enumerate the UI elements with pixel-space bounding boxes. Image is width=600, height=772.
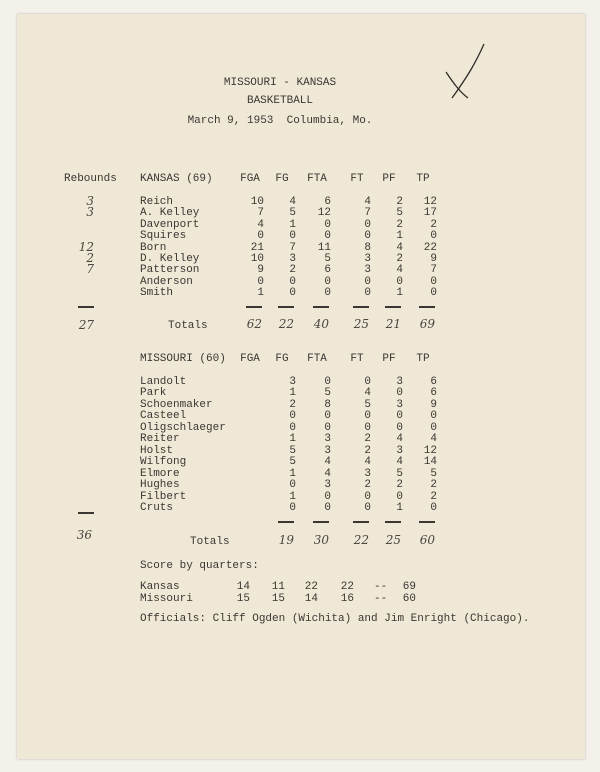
stat-tp: 6 <box>430 376 437 388</box>
player-name: Born <box>140 241 167 254</box>
quarter-score-q2: 15 <box>271 592 285 605</box>
player-name: Davenport <box>140 218 200 231</box>
stat-tp: 12 <box>423 196 437 208</box>
total-ft: 22 <box>353 533 369 547</box>
header-subtitle: BASKETBALL <box>246 95 313 107</box>
stat-pf: 3 <box>396 444 403 457</box>
stat-pf: 4 <box>396 264 403 277</box>
stat-tp: 0 <box>430 230 437 243</box>
stat-fta: 3 <box>324 479 331 492</box>
stat-fg: 0 <box>289 410 296 423</box>
totals-label: Totals <box>168 320 208 332</box>
stat-fta: 3 <box>324 433 331 446</box>
player-name: Smith <box>140 287 174 300</box>
stat-tp: 2 <box>430 490 437 503</box>
stat-tp: 2 <box>430 218 437 231</box>
stat-fta: 0 <box>324 218 331 231</box>
stat-pf: 0 <box>396 275 403 288</box>
player-name: Squires <box>140 230 187 243</box>
total-rule-fta <box>313 521 329 523</box>
stat-tp: 0 <box>430 287 437 300</box>
header-date-location: March 9, 1953 Columbia, Mo. <box>187 115 373 127</box>
column-header-pf: PF <box>382 353 396 365</box>
stat-ft: 4 <box>364 456 371 469</box>
player-name: Schoenmaker <box>140 398 213 411</box>
stat-tp: 5 <box>430 467 437 480</box>
stat-ft: 5 <box>364 398 371 411</box>
stat-ft: 0 <box>364 410 371 423</box>
stat-fg: 3 <box>289 376 296 388</box>
stat-fta: 0 <box>324 421 331 434</box>
stat-fg: 3 <box>289 253 296 265</box>
column-header-ft: FT <box>350 353 364 365</box>
stat-ft: 4 <box>364 387 371 400</box>
stat-fg: 0 <box>289 501 296 514</box>
quarter-score-q1: 14 <box>236 581 250 593</box>
rebounds-total: 36 <box>76 528 92 542</box>
stat-pf: 2 <box>396 253 403 265</box>
stat-fta: 8 <box>324 398 331 411</box>
total-rule-ft <box>353 306 369 308</box>
stat-fg: 1 <box>289 218 296 231</box>
total-rule-tp <box>419 521 435 523</box>
kansas-team-label: KANSAS (69) <box>140 173 213 185</box>
stat-pf: 4 <box>396 433 403 446</box>
column-header-tp: TP <box>416 353 430 365</box>
stat-fga: 9 <box>257 264 264 277</box>
player-name: Holst <box>140 444 174 457</box>
player-name: Hughes <box>140 479 180 492</box>
stat-ft: 0 <box>364 287 371 300</box>
total-rule-rebounds <box>78 306 94 308</box>
quarter-score-q3: 14 <box>304 592 318 605</box>
rebounds-header: Rebounds <box>64 173 117 185</box>
rebounds-value: 3 <box>86 205 94 220</box>
stat-fta: 12 <box>317 207 331 220</box>
rebounds-total: 27 <box>78 318 94 332</box>
quarter-final: 69 <box>402 581 416 593</box>
total-fta: 40 <box>313 317 329 331</box>
stat-fg: 5 <box>289 444 296 457</box>
player-name: Wilfong <box>140 456 187 469</box>
total-pf: 25 <box>385 533 401 547</box>
stat-fga: 7 <box>257 207 264 220</box>
stat-ft: 2 <box>364 433 371 446</box>
stat-pf: 0 <box>396 421 403 434</box>
stat-fg: 7 <box>289 241 296 254</box>
stat-tp: 4 <box>430 433 437 446</box>
quarter-score-q1: 15 <box>236 592 250 605</box>
stat-pf: 0 <box>396 387 403 400</box>
stat-ft: 3 <box>364 264 371 277</box>
stat-pf: 5 <box>396 207 403 220</box>
stat-ft: 2 <box>364 479 371 492</box>
total-rule-tp <box>419 306 435 308</box>
player-name: Patterson <box>140 264 200 277</box>
stat-fga: 10 <box>250 196 264 208</box>
total-rule-pf <box>385 521 401 523</box>
player-name: Casteel <box>140 410 187 423</box>
stat-tp: 0 <box>430 421 437 434</box>
stat-fta: 0 <box>324 501 331 514</box>
player-name: Anderson <box>140 275 193 288</box>
total-rule-ft <box>353 521 369 523</box>
stat-ft: 0 <box>364 501 371 514</box>
stat-fg: 0 <box>289 287 296 300</box>
stat-ft: 3 <box>364 467 371 480</box>
stat-fg: 1 <box>289 490 296 503</box>
stat-fta: 0 <box>324 490 331 503</box>
quarter-separator: -- <box>374 592 388 605</box>
stat-fg: 2 <box>289 398 296 411</box>
stat-tp: 9 <box>430 253 437 265</box>
stat-ft: 0 <box>364 490 371 503</box>
stat-fg: 4 <box>289 196 296 208</box>
quarter-score-q2: 11 <box>271 581 285 593</box>
stat-tp: 2 <box>430 479 437 492</box>
totals-label: Totals <box>190 536 230 548</box>
stat-ft: 0 <box>364 376 371 388</box>
total-ft: 25 <box>353 317 369 331</box>
stat-tp: 7 <box>430 264 437 277</box>
column-header-fta: FTA <box>307 173 327 185</box>
stat-fta: 6 <box>324 264 331 277</box>
stat-fga: 10 <box>250 253 264 265</box>
player-name: Landolt <box>140 376 187 388</box>
player-name: A. Kelley <box>140 207 200 220</box>
stat-pf: 4 <box>396 241 403 254</box>
total-fg: 19 <box>278 533 294 547</box>
column-header-fga: FGA <box>240 353 260 365</box>
stat-ft: 0 <box>364 218 371 231</box>
stat-fg: 1 <box>289 433 296 446</box>
quarter-score-q4: 22 <box>340 581 354 593</box>
column-header-fg: FG <box>275 173 289 185</box>
officials-line: Officials: Cliff Ogden (Wichita) and Jim Enright (Chicago). <box>140 613 530 625</box>
stat-fga: 0 <box>257 275 264 288</box>
total-fga: 62 <box>246 317 262 331</box>
stat-fta: 5 <box>324 253 331 265</box>
stat-ft: 0 <box>364 421 371 434</box>
rebounds-value: 2 <box>86 251 94 265</box>
stat-pf: 4 <box>396 456 403 469</box>
stat-pf: 2 <box>396 196 403 208</box>
column-header-fta: FTA <box>307 353 327 365</box>
stat-pf: 2 <box>396 479 403 492</box>
stat-fg: 0 <box>289 421 296 434</box>
player-name: Cruts <box>140 501 174 514</box>
stat-fg: 0 <box>289 275 296 288</box>
column-header-fga: FGA <box>240 173 260 185</box>
stat-ft: 0 <box>364 230 371 243</box>
total-rule-fg <box>278 306 294 308</box>
quarter-separator: -- <box>374 581 388 593</box>
stat-fta: 6 <box>324 196 331 208</box>
stat-fga: 4 <box>257 218 264 231</box>
stat-fg: 0 <box>289 479 296 492</box>
quarter-score-q4: 16 <box>340 592 354 605</box>
stat-tp: 22 <box>423 241 437 254</box>
total-tp: 69 <box>419 317 435 331</box>
stat-ft: 0 <box>364 275 371 288</box>
stat-ft: 4 <box>364 196 371 208</box>
column-header-fg: FG <box>275 353 289 365</box>
column-header-ft: FT <box>350 173 364 185</box>
total-fta: 30 <box>313 533 329 547</box>
rebounds-value: 7 <box>86 262 94 277</box>
stat-fga: 21 <box>250 241 264 254</box>
stat-fta: 4 <box>324 456 331 469</box>
player-name: Elmore <box>140 467 180 480</box>
stat-pf: 5 <box>396 467 403 480</box>
stat-fta: 4 <box>324 467 331 480</box>
stat-tp: 12 <box>423 444 437 457</box>
quarter-final: 60 <box>402 592 416 605</box>
stat-tp: 17 <box>423 207 437 220</box>
stat-fg: 1 <box>289 387 296 400</box>
stat-fta: 0 <box>324 230 331 243</box>
quarter-team: Missouri <box>140 592 193 605</box>
total-fg: 22 <box>278 317 294 331</box>
stat-fta: 0 <box>324 287 331 300</box>
stat-tp: 9 <box>430 398 437 411</box>
score-by-quarters-label: Score by quarters: <box>140 560 259 572</box>
quarter-score-q3: 22 <box>304 581 318 593</box>
stat-fg: 5 <box>289 207 296 220</box>
stat-pf: 3 <box>396 398 403 411</box>
header-title: MISSOURI - KANSAS <box>223 77 337 89</box>
stat-pf: 3 <box>396 376 403 388</box>
total-rule-fta <box>313 306 329 308</box>
handwritten-x-mark <box>440 42 490 102</box>
stat-fta: 11 <box>317 241 331 254</box>
stat-fga: 0 <box>257 230 264 243</box>
stat-fta: 5 <box>324 387 331 400</box>
player-name: Reiter <box>140 433 180 446</box>
missouri-team-label: MISSOURI (60) <box>140 353 226 365</box>
stat-tp: 0 <box>430 275 437 288</box>
player-name: Oligschlaeger <box>140 421 226 434</box>
stat-pf: 0 <box>396 490 403 503</box>
total-tp: 60 <box>419 533 435 547</box>
stat-tp: 6 <box>430 387 437 400</box>
stat-fta: 0 <box>324 376 331 388</box>
player-name: Reich <box>140 196 174 208</box>
stat-pf: 1 <box>396 287 403 300</box>
column-header-pf: PF <box>382 173 396 185</box>
column-header-tp: TP <box>416 173 430 185</box>
player-name: Filbert <box>140 490 187 503</box>
total-rule-rebounds <box>78 512 94 514</box>
stat-ft: 8 <box>364 241 371 254</box>
stat-fga: 1 <box>257 287 264 300</box>
total-rule-pf <box>385 306 401 308</box>
stat-pf: 1 <box>396 501 403 514</box>
total-pf: 21 <box>385 317 401 331</box>
stat-fta: 0 <box>324 275 331 288</box>
stat-pf: 0 <box>396 410 403 423</box>
stat-tp: 14 <box>423 456 437 469</box>
stat-ft: 7 <box>364 207 371 220</box>
stat-fta: 3 <box>324 444 331 457</box>
stat-fg: 1 <box>289 467 296 480</box>
stat-tp: 0 <box>430 410 437 423</box>
quarter-team: Kansas <box>140 581 180 593</box>
stat-fg: 5 <box>289 456 296 469</box>
stat-fg: 2 <box>289 264 296 277</box>
player-name: Park <box>140 387 167 400</box>
player-name: D. Kelley <box>140 253 200 265</box>
total-rule-fga <box>246 306 262 308</box>
stat-tp: 0 <box>430 501 437 514</box>
stat-ft: 2 <box>364 444 371 457</box>
stat-fta: 0 <box>324 410 331 423</box>
rebounds-value: 3 <box>86 194 94 208</box>
stat-fg: 0 <box>289 230 296 243</box>
stat-pf: 1 <box>396 230 403 243</box>
stat-pf: 2 <box>396 218 403 231</box>
stat-ft: 3 <box>364 253 371 265</box>
rebounds-value: 12 <box>78 239 94 254</box>
total-rule-fg <box>278 521 294 523</box>
